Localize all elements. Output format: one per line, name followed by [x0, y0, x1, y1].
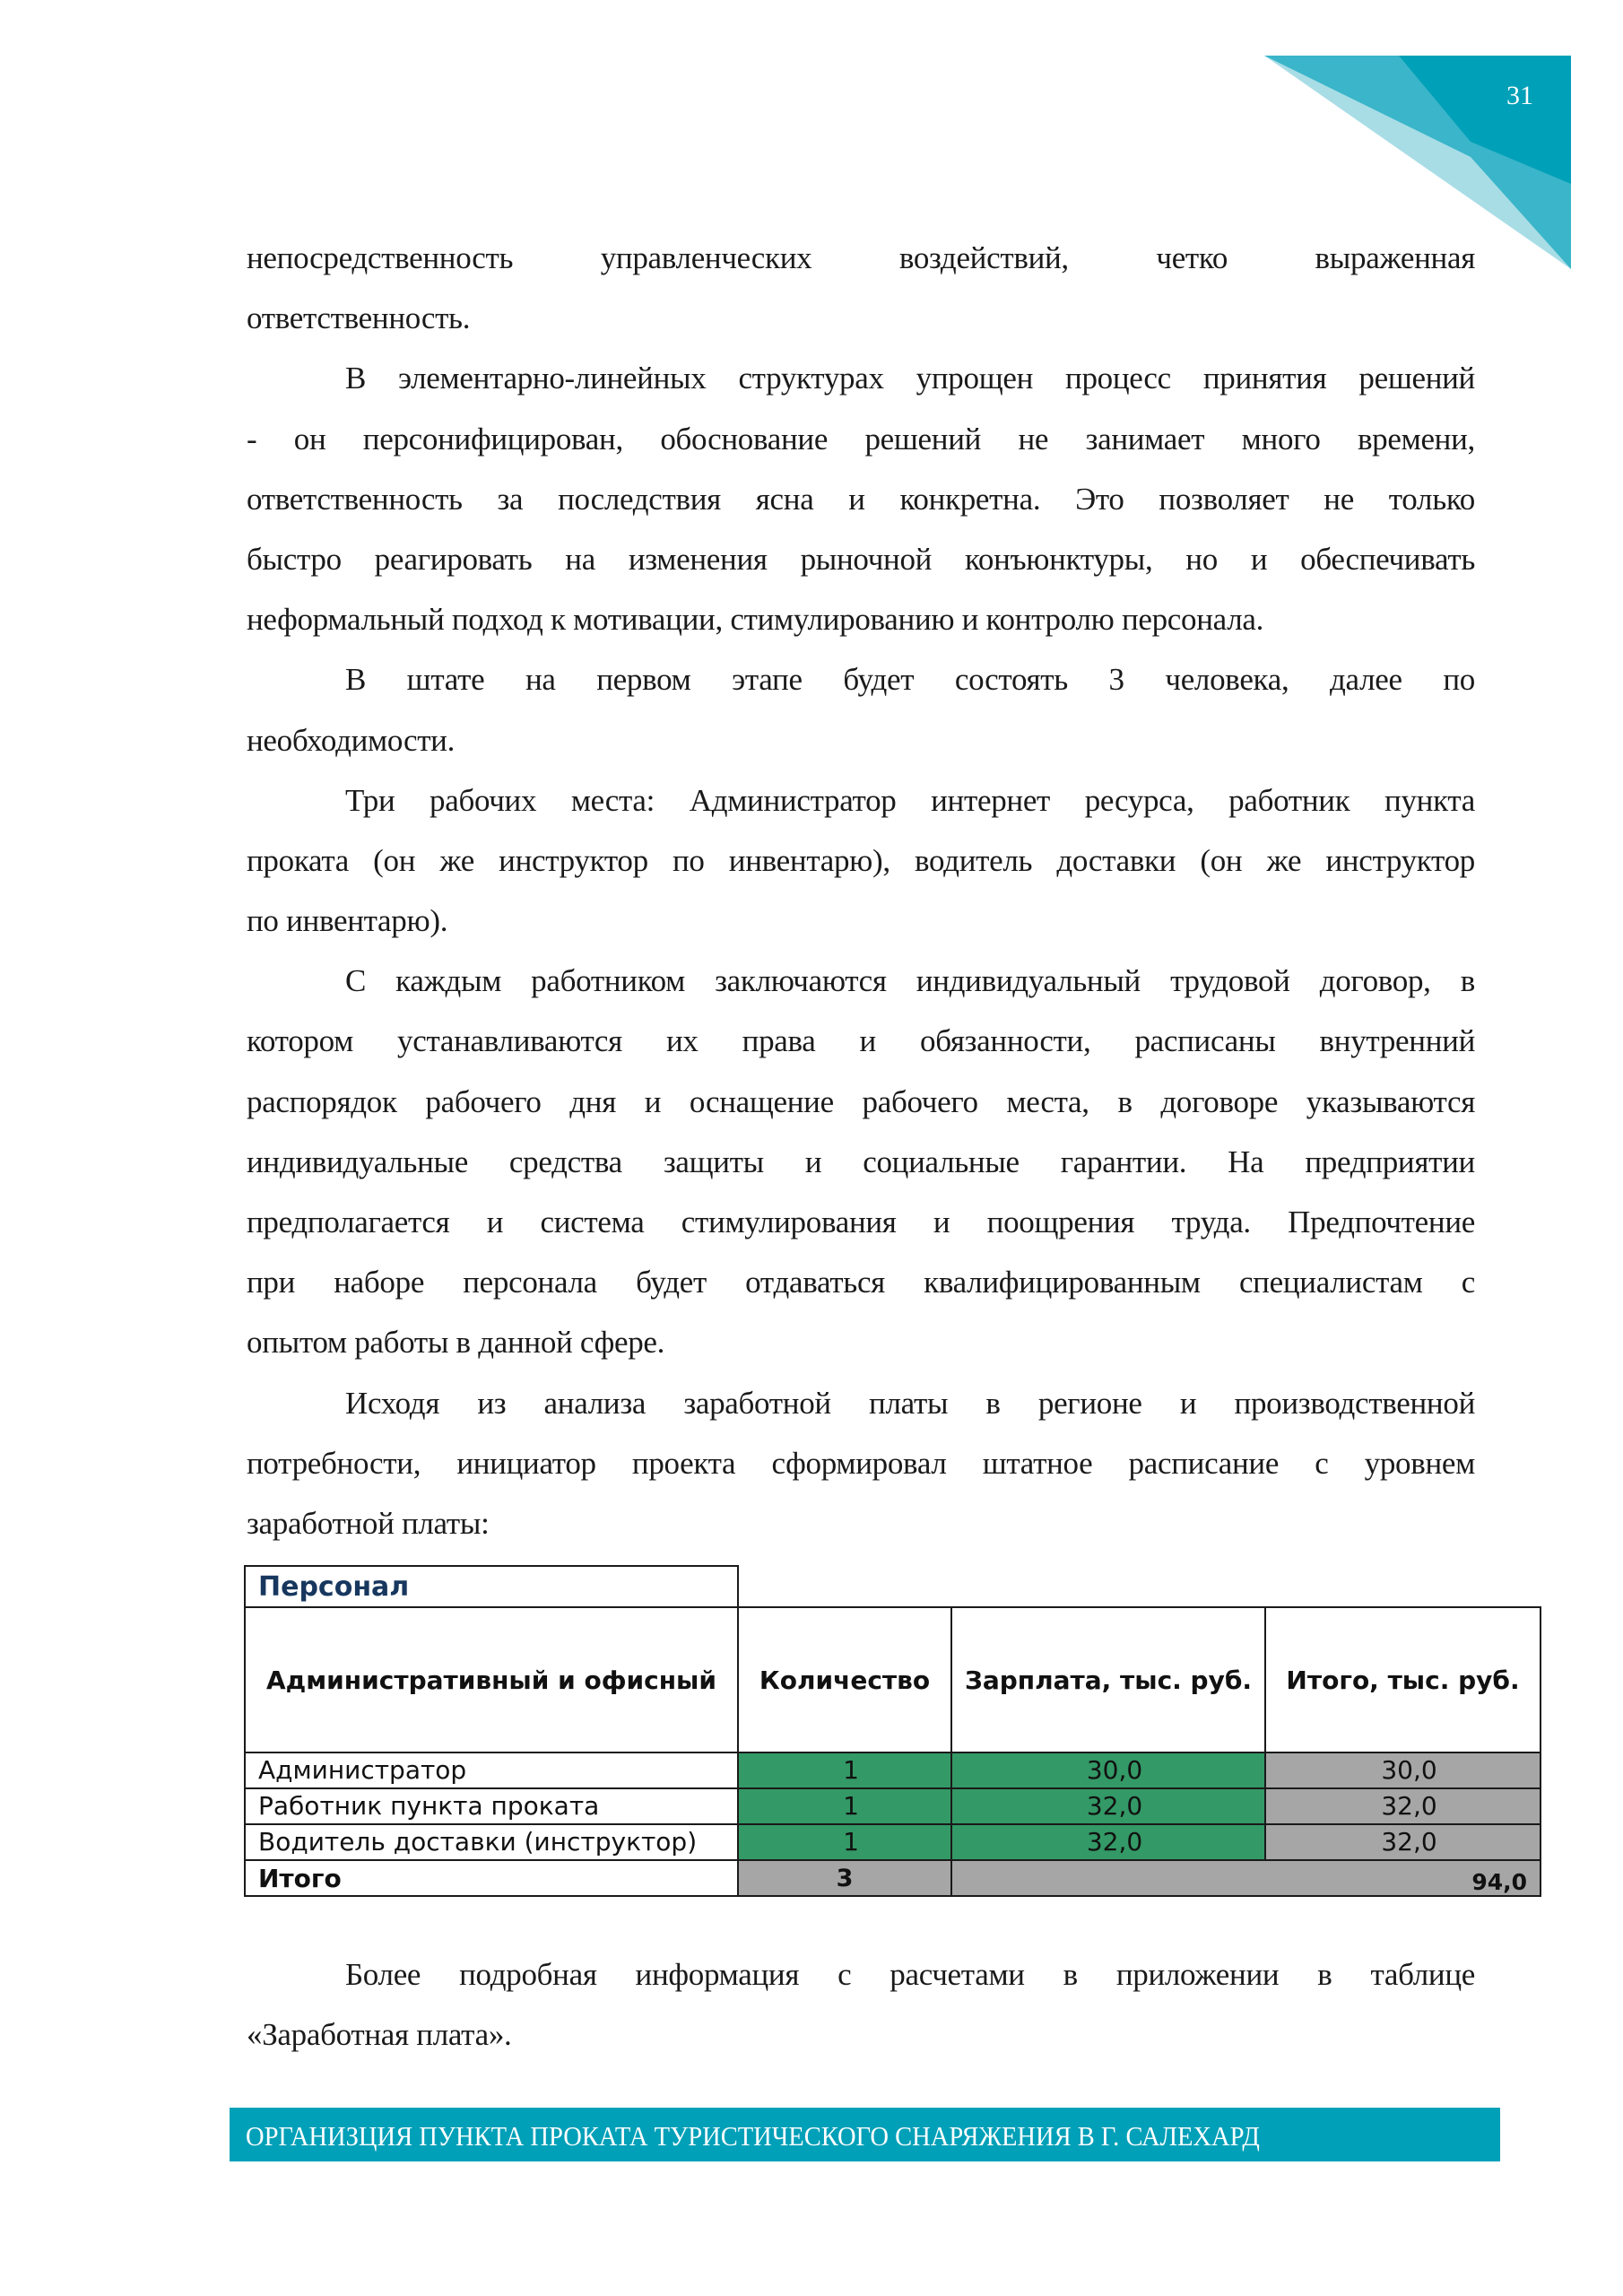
text-line: [247, 476, 1475, 536]
total-label: Итого: [245, 1860, 738, 1896]
staff-table: [244, 1565, 1540, 1897]
text-line: [247, 958, 1475, 1018]
text-line-content: неформальный подход к мотивации, стимулированию и контролю персонала.: [247, 602, 1264, 638]
text-line-content: ответственность.: [247, 300, 471, 336]
text-line-content: «Заработная плата».: [247, 2017, 512, 2053]
text-line: [247, 596, 1475, 657]
cell-qty: 1: [738, 1788, 951, 1824]
text-line-content: В элементарно-линейных структурах упрощен процесс принятия решений: [345, 361, 1475, 396]
column-header-position: Административный и офисный: [245, 1607, 738, 1752]
text-line: [247, 1319, 1475, 1379]
text-line-content: проката (он же инструктор по инвентарю), водитель доставки (он же инструктор: [247, 842, 1475, 878]
text-line-content: необходимости.: [247, 722, 456, 758]
paragraph-0: [247, 235, 1475, 355]
text-line: [247, 1199, 1475, 1259]
body-text: [247, 235, 1475, 1561]
total-qty: 3: [738, 1860, 951, 1896]
cell-total: 32,0: [1265, 1788, 1541, 1824]
text-line: [247, 355, 1475, 415]
text-line-content: Исходя из анализа заработной платы в регионе и производственной: [345, 1385, 1475, 1421]
paragraph-3: [247, 778, 1475, 959]
text-line: [247, 235, 1475, 295]
text-line-content: В штате на первом этапе будет состоять 3 человека, далее по: [345, 662, 1475, 698]
paragraph-1: [247, 355, 1475, 657]
page-number: 31: [1506, 81, 1533, 110]
text-line: [247, 1018, 1475, 1078]
text-line-content: Три рабочих места: Администратор интернет ресурса, работник пункта: [345, 782, 1475, 818]
text-line: [247, 1139, 1475, 1199]
text-line: [247, 1259, 1475, 1319]
column-header-salary: Зарплата, тыс. руб.: [951, 1607, 1265, 1752]
cell-position: Администратор: [245, 1752, 738, 1788]
text-line-content: быстро реагировать на изменения рыночной конъюнктуры, но и обеспечивать: [247, 541, 1475, 577]
text-line: [247, 1440, 1475, 1500]
column-header-total: Итого, тыс. руб.: [1265, 1607, 1541, 1752]
text-line-content: Более подробная информация с расчетами в приложении в таблице: [345, 1957, 1475, 1992]
text-line-content: при наборе персонала будет отдаваться квалифицированным специалистам с: [247, 1265, 1475, 1300]
text-line-content: опытом работы в данной сфере.: [247, 1325, 665, 1361]
text-line: [247, 2012, 1475, 2072]
paragraph-5: [247, 1380, 1475, 1561]
text-line-content: С каждым работником заключаются индивидуальный трудовой договор, в: [345, 963, 1475, 999]
table-row: [245, 1788, 1541, 1824]
text-line-content: потребности, инициатор проекта сформировал штатное расписание с уровнем: [247, 1445, 1475, 1481]
table-header-row: [245, 1607, 1541, 1752]
text-line: [247, 778, 1475, 838]
table-title-row: [245, 1566, 1541, 1607]
text-line-content: распорядок рабочего дня и оснащение рабочего места, в договоре указываются: [247, 1083, 1475, 1119]
cell-salary: 32,0: [951, 1824, 1265, 1860]
footer-title: ОРГАНИЗЦИЯ ПУНКТА ПРОКАТА ТУРИСТИЧЕСКОГО СНАРЯЖЕНИЯ В Г. САЛЕХАРД: [246, 2120, 1260, 2152]
text-line: [247, 295, 1475, 355]
text-line: [247, 898, 1475, 958]
text-line: [247, 838, 1475, 898]
text-line: [247, 1500, 1475, 1561]
text-line: [247, 657, 1475, 717]
text-line-content: индивидуальные средства защиты и социальные гарантии. На предприятии: [247, 1144, 1475, 1179]
text-line-content: по инвентарю).: [247, 903, 448, 939]
paragraph-4: [247, 958, 1475, 1379]
text-line-content: ответственность за последствия ясна и конкретна. Это позволяет не только: [247, 481, 1475, 517]
text-line: [247, 1079, 1475, 1139]
table-row: [245, 1824, 1541, 1860]
table-title: Персонал: [245, 1566, 738, 1607]
text-line: [247, 718, 1475, 778]
after-table-paragraph: [247, 1952, 1475, 2072]
cell-position: Водитель доставки (инструктор): [245, 1824, 738, 1860]
cell-position: Работник пункта проката: [245, 1788, 738, 1824]
cell-total: 32,0: [1265, 1824, 1541, 1860]
text-line-content: непосредственность управленческих воздействий, четко выраженная: [247, 240, 1475, 275]
cell-qty: 1: [738, 1824, 951, 1860]
cell-qty: 1: [738, 1752, 951, 1788]
text-line: [247, 536, 1475, 596]
text-line: [247, 416, 1475, 476]
text-line-content: котором устанавливаются их права и обязанности, расписаны внутренний: [247, 1023, 1475, 1059]
empty-cell: [738, 1566, 1541, 1607]
text-line: [247, 1380, 1475, 1440]
cell-total: 30,0: [1265, 1752, 1541, 1788]
cell-salary: 32,0: [951, 1788, 1265, 1824]
footer-bar: [230, 2108, 1500, 2161]
text-line-content: предполагается и система стимулирования и поощрения труда. Предпочтение: [247, 1205, 1475, 1239]
table-total-row: [245, 1860, 1541, 1896]
cell-salary: 30,0: [951, 1752, 1265, 1788]
column-header-qty: Количество: [738, 1607, 951, 1752]
paragraph-2: [247, 657, 1475, 777]
total-sum: 94,0: [951, 1860, 1541, 1896]
text-line: [247, 1952, 1475, 2012]
text-line-content: - он персонифицирован, обоснование решений не занимает много времени,: [247, 421, 1475, 457]
text-line-content: заработной платы:: [247, 1505, 490, 1541]
table-row: [245, 1752, 1541, 1788]
